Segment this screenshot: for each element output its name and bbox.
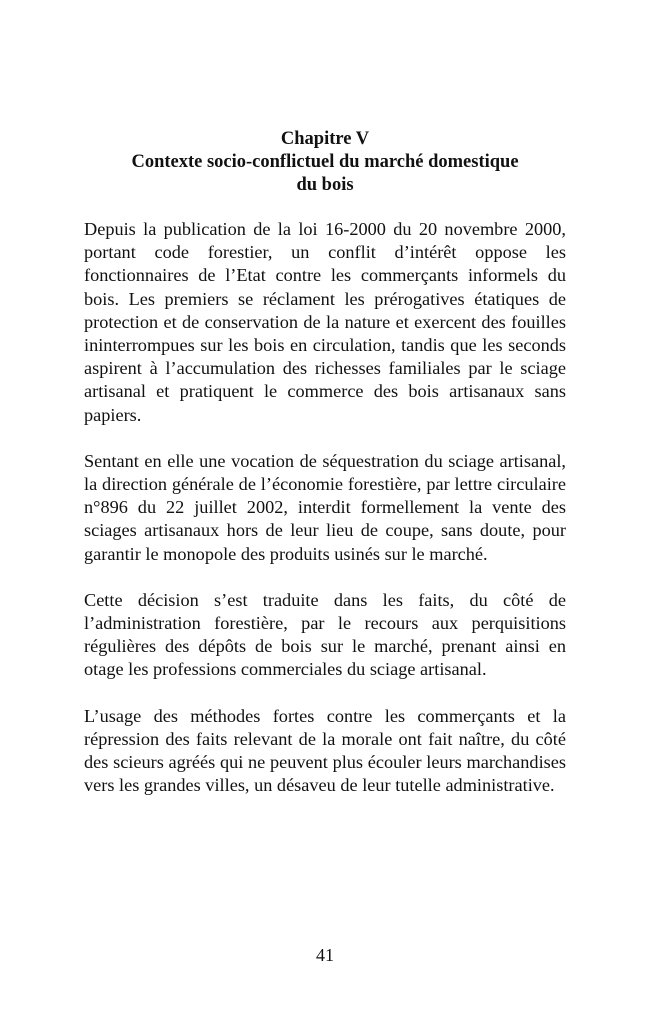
page-content <box>84 128 566 820</box>
body-text <box>84 218 566 797</box>
paragraph-3: Cette décision s’est traduite dans les faits, du côté de l’administration forestière, par le recours aux perquisitions régulières des dépôts de bois sur le marché, prenant ainsi en otage les professions commerciales du sciage artisanal. <box>84 589 566 680</box>
paragraph-1: Depuis la publication de la loi 16-2000 du 20 novembre 2000, portant code forestier, un conflit d’intérêt oppose les fonctionnaires de l’Etat contre les commerçants informels du bois. Les premiers se réclament les prérogatives étatiques de protection et de conservation de la nature et exercent des fouilles ininterrompues sur les bois en circulation, tandis que les seconds aspirent à l’accumulation des richesses familiales par le sciage artisanal et pratiquent le commerce des bois artisanaux sans papiers. <box>84 219 566 425</box>
chapter-number: Chapitre V <box>280 129 370 149</box>
chapter-title-line-1: Contexte socio-conflictuel du marché domestique <box>131 152 519 172</box>
paragraph-2: Sentant en elle une vocation de séquestration du sciage artisanal, la direction générale de l’économie forestière, par lettre circulaire n°896 du 22 juillet 2002, interdit formellement la vente des sciages artisanaux hors de leur lieu de coupe, sans doute, pour garantir le monopole des produits usinés sur le marché. <box>84 450 566 564</box>
paragraph-4: L’usage des méthodes fortes contre les commerçants et la répression des faits relevant de la morale ont fait naître, du côté des scieurs agréés qui ne peuvent plus écouler leurs marchandises vers les grandes villes, un désaveu de leur tutelle administrative. <box>84 705 566 796</box>
chapter-heading <box>84 128 566 197</box>
chapter-title-line-2: du bois <box>296 175 354 195</box>
page-number: 41 <box>316 945 334 965</box>
